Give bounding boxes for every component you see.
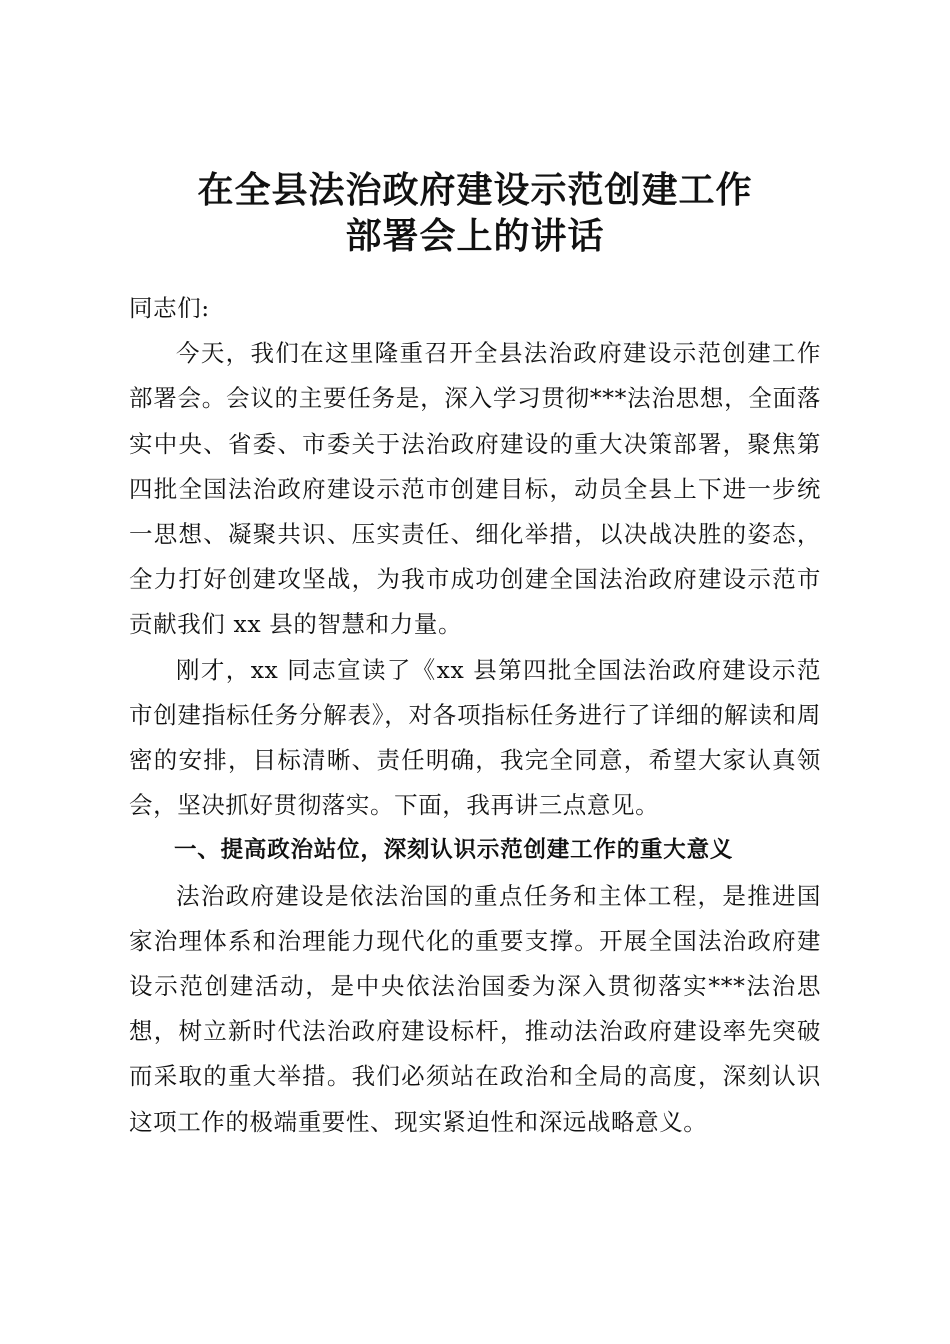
section-heading: 一、提高政治站位，深刻认识示范创建工作的重大意义	[174, 837, 734, 864]
title-line-1: 在全县法治政府建设示范创建工作	[197, 170, 753, 211]
salutation: 同志们:	[129, 294, 210, 322]
paragraph-intro: 刚才，xx 同志宣读了《xx 县第四批全国法治政府建设示范市创建指标任务分解表》，对各项指标任务进行了详细的解读和周密的安排，目标清晰、责任明确，我完全同意，希望大家认真领会，坚决抓好贯彻落实。下面，我再讲三点意见。	[129, 655, 821, 820]
paragraph-opening: 今天，我们在这里隆重召开全县法治政府建设示范创建工作部署会。会议的主要任务是，深入学习贯彻***法治思想，全面落实中央、省委、市委关于法治政府建设的重大决策部署，聚焦第四批全国法治政府建设示范市创建目标，动员全县上下进一步统一思想、凝聚共识、压实责任、细化举措，以决战决胜的姿态，全力打好创建攻坚战，为我市成功创建全国法治政府建设示范市贡献我们 xx 县的智慧和力量。	[129, 339, 821, 639]
document-title	[0, 168, 950, 260]
section-paragraph: 法治政府建设是依法治国的重点任务和主体工程，是推进国家治理体系和治理能力现代化的重要支撑。开展全国法治政府建设示范创建活动，是中央依法治国委为深入贯彻落实***法治思想，树立新时代法治政府建设标杆，推动法治政府建设率先突破而采取的重大举措。我们必须站在政治和全局的高度，深刻认识这项工作的极端重要性、现实紧迫性和深远战略意义。	[129, 881, 821, 1136]
document-body	[129, 286, 821, 1145]
title-line-2: 部署会上的讲话	[345, 216, 605, 257]
